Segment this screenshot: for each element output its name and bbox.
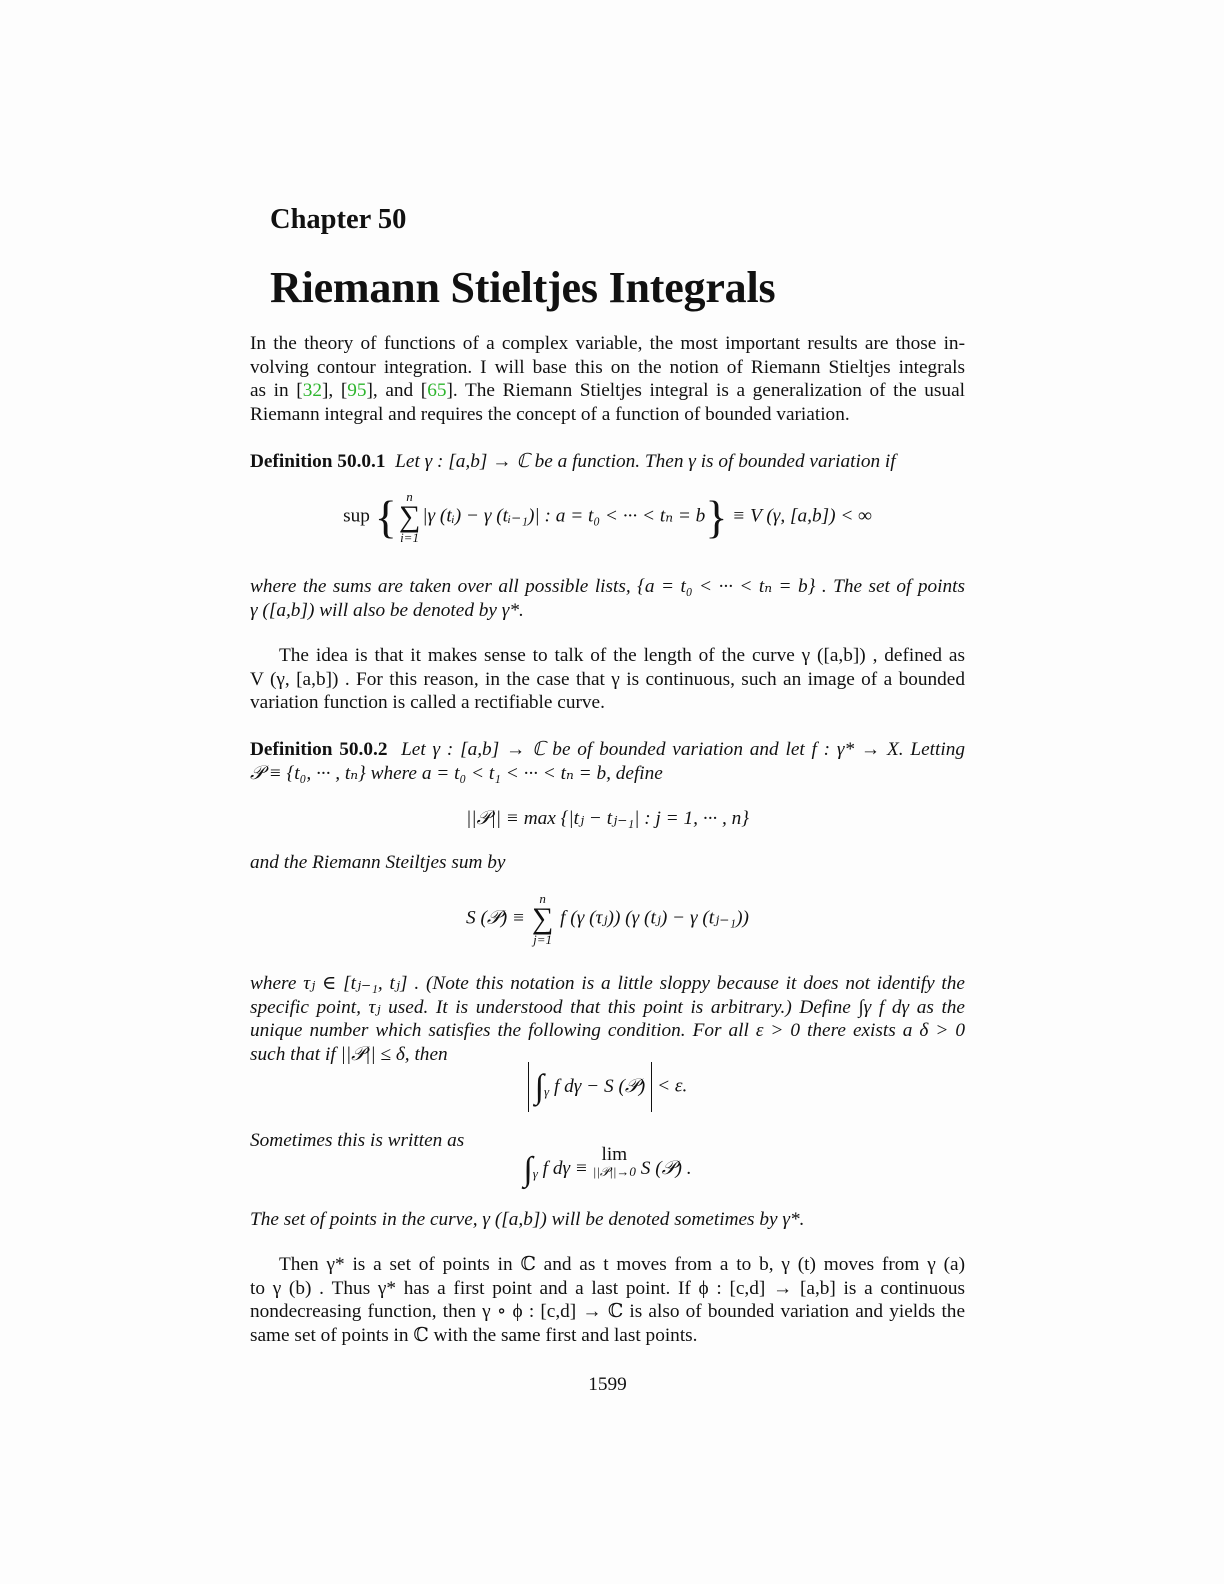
closing-paragraph: Then γ* is a set of points in ℂ and as t moves from a to b, γ (t) moves from γ (a) to γ (b) . Thus γ* has a first point and a last point. If ϕ : [c,d] → [a,b] is a continuous nondecreasing function, then γ ∘ ϕ : [c,d] → ℂ is also of bounded variation and yields the same set of points in ℂ with the same first and last points. [250, 1254, 965, 1346]
equation-riemann-sum: S (𝒫) ≡ n ∑ j=1 f (γ (τⱼ)) (γ (tⱼ) − γ (tⱼ₋₁)) [466, 891, 749, 947]
equation-integral-inequality: $\int_\gamma$ f dγ − S (𝒫) < ε. [250, 1062, 965, 1112]
intro-paragraph: In the theory of functions of a complex variable, the most important results are those in- volving contour integration. I will base this on the notion of Riemann Stieltjes integrals as in [32], [95], and [65]. The Riemann Stieltjes integral is a generalization of the usual Riemann integral and requires the concept of a function of bounded variation. [250, 333, 965, 425]
sometimes-text: Sometimes this is written as [250, 1130, 465, 1151]
equation-integral-limit: $\int_\gamma$ f dγ ≡ lim ||𝒫||→0 S (𝒫) . [523, 1144, 692, 1188]
definition-label: Definition 50.0.1 [250, 451, 386, 472]
chapter-label: Chapter 50 [270, 204, 407, 235]
equation-mesh-norm: ||𝒫|| ≡ max {|tⱼ − tⱼ₋₁| : j = 1, ··· , n} [465, 808, 750, 829]
chapter-title: Riemann Stieltjes Integrals [270, 263, 776, 312]
set-of-points-text: The set of points in the curve, γ ([a,b]) will be denoted sometimes by γ*. [250, 1209, 805, 1230]
definition-2: Definition 50.0.2 Let γ : [a,b] → ℂ be of bounded variation and let f : γ* → X. Letting 𝒫 ≡ {t₀, ··· , tₙ} where a = t₀ < t₁ < ··· < tₙ = b, define [250, 739, 965, 784]
definition-1: Definition 50.0.1 Let γ : [a,b] → ℂ be a function. Then γ is of bounded variation if [250, 451, 896, 472]
rectifiable-paragraph: The idea is that it makes sense to talk of the length of the curve γ ([a,b]) , defined as V (γ, [a,b]) . For this reason, in the case that γ is continuous, such an image of a bounded variation function is called a rectifiable curve. [250, 645, 965, 714]
definition-label: Definition 50.0.2 [250, 739, 388, 760]
citation-link[interactable]: 32 [302, 380, 322, 402]
definition-1-continuation: where the sums are taken over all possible lists, {a = t₀ < ··· < tₙ = b} . The set of points γ ([a,b]) will also be denoted by γ*. [250, 576, 965, 621]
definition-2-where: where τⱼ ∈ [tⱼ₋₁, tⱼ] . (Note this notation is a little sloppy because it does not identify the specific point, τⱼ used. It is understood that this point is arbitrary.) Define ∫γ f dγ as the unique number which satisfies the following condition. For all ε > 0 there exists a δ > 0 such that if ||𝒫|| ≤ δ, then [250, 973, 965, 1065]
citation-link[interactable]: 65 [427, 380, 447, 402]
equation-variation: sup { n ∑ i=1 |γ (tᵢ) − γ (tᵢ₋₁)| : a = t₀ < ··· < tₙ = b} ≡ V (γ, [a,b]) < ∞ [343, 489, 872, 545]
citation-link[interactable]: 95 [347, 380, 367, 402]
sum-intro: and the Riemann Steiltjes sum by [250, 852, 506, 873]
page-number: 1599 [588, 1374, 627, 1395]
